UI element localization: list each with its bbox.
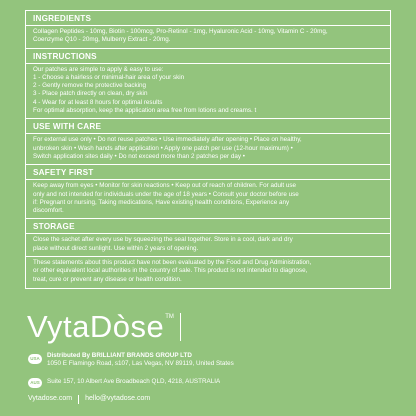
- ingredients-section: [26, 11, 390, 49]
- aus-distributor-row: [28, 376, 220, 388]
- section-line: For optimal absorption, keep the application area free from lotions and creams. t: [33, 107, 257, 115]
- section-line: 3 - Place patch directly on clean, dry skin: [33, 90, 148, 98]
- disclaimer-line: These statements about this product have not been evaluated by the Food and Drug Administration,: [33, 259, 312, 267]
- section-line: unbroken skin • Wash hands after application • Apply one patch per use (12-hour maximum) •: [33, 144, 293, 152]
- brand-logo: [27, 310, 181, 344]
- usa-distributor-text: [47, 352, 234, 369]
- use-with-care-section: [26, 119, 390, 165]
- safety-first-section: [26, 165, 390, 219]
- section-title: INGREDIENTS: [26, 11, 390, 26]
- section-body: [26, 64, 390, 120]
- disclaimer-section: [26, 257, 390, 288]
- email-link[interactable]: hello@vytadose.com: [85, 395, 151, 402]
- section-line: place without direct sunlight. Use within 2 years of opening.: [33, 244, 199, 252]
- section-line: Close the sachet after every use by squeezing the seal together. Store in a cool, dark and dry: [33, 236, 293, 244]
- footer-divider: [78, 395, 79, 404]
- section-body: [26, 134, 390, 165]
- section-line: if: Pregnant or nursing, Taking medications, Have existing health conditions, Experience any: [33, 198, 290, 206]
- section-line: 1 - Choose a hairless or minimal-hair area of your skin: [33, 73, 185, 81]
- logo-divider: [180, 313, 181, 341]
- section-title: STORAGE: [26, 219, 390, 234]
- section-line: Collagen Peptides - 10mg, Biotin - 100mcg, Pro-Retinol - 1mg, Hyaluronic Acid - 10mg, Vitamin C - 20mg,: [33, 28, 328, 35]
- instructions-section: [26, 49, 390, 120]
- trademark-mark: TM: [165, 314, 174, 320]
- product-info-panel: [25, 10, 391, 289]
- section-line: only and not intended for individuals under the age of 18 years • Consult your doctor before use: [33, 190, 299, 198]
- section-body: [26, 234, 390, 257]
- section-line: For external use only • Do not reuse patches • Use immediately after opening • Place on healthy,: [33, 136, 302, 144]
- usa-address: 1050 E Flamingo Road, s107, Las Vegas, NV 89119, United States: [47, 360, 234, 368]
- distributor-title: Distributed By BRILLIANT BRANDS GROUP LTD: [47, 352, 192, 359]
- section-body: [26, 26, 390, 49]
- section-line: discomfort.: [33, 207, 64, 215]
- section-line: 2 - Gently remove the protective backing: [33, 82, 147, 90]
- brand-name: VytaDòse: [27, 309, 165, 344]
- aus-badge: AUS: [28, 378, 42, 388]
- section-line: Keep away from eyes • Monitor for skin reactions • Keep out of reach of children. For adult use: [33, 182, 297, 190]
- disclaimer-line: or other equivalent local authorities in the country of sale. This product is not intended to diagnose,: [33, 267, 308, 275]
- aus-address: Suite 157, 10 Albert Ave Broadbeach QLD, 4218, AUSTRALIA: [47, 378, 221, 385]
- usa-badge: USA: [28, 354, 42, 364]
- section-title: INSTRUCTIONS: [26, 49, 390, 64]
- section-line: Coenzyme Q10 - 20mg, Mulberry Extract - 20mg.: [33, 36, 171, 44]
- section-title: SAFETY FIRST: [26, 165, 390, 180]
- section-title: USE WITH CARE: [26, 119, 390, 134]
- usa-distributor-row: [28, 352, 234, 369]
- section-line: Switch application sites daily • Do not exceed more than 2 patches per day •: [33, 152, 245, 160]
- section-line: Our patches are simple to apply & easy to use:: [33, 65, 164, 73]
- disclaimer-line: treat, cure or prevent any disease or health condition.: [33, 275, 182, 283]
- contact-footer: [28, 394, 150, 404]
- storage-section: [26, 219, 390, 257]
- section-line: 4 - Wear for at least 8 hours for optimal results: [33, 98, 163, 106]
- section-body: [26, 180, 390, 219]
- website-link[interactable]: Vytadose.com: [28, 395, 73, 402]
